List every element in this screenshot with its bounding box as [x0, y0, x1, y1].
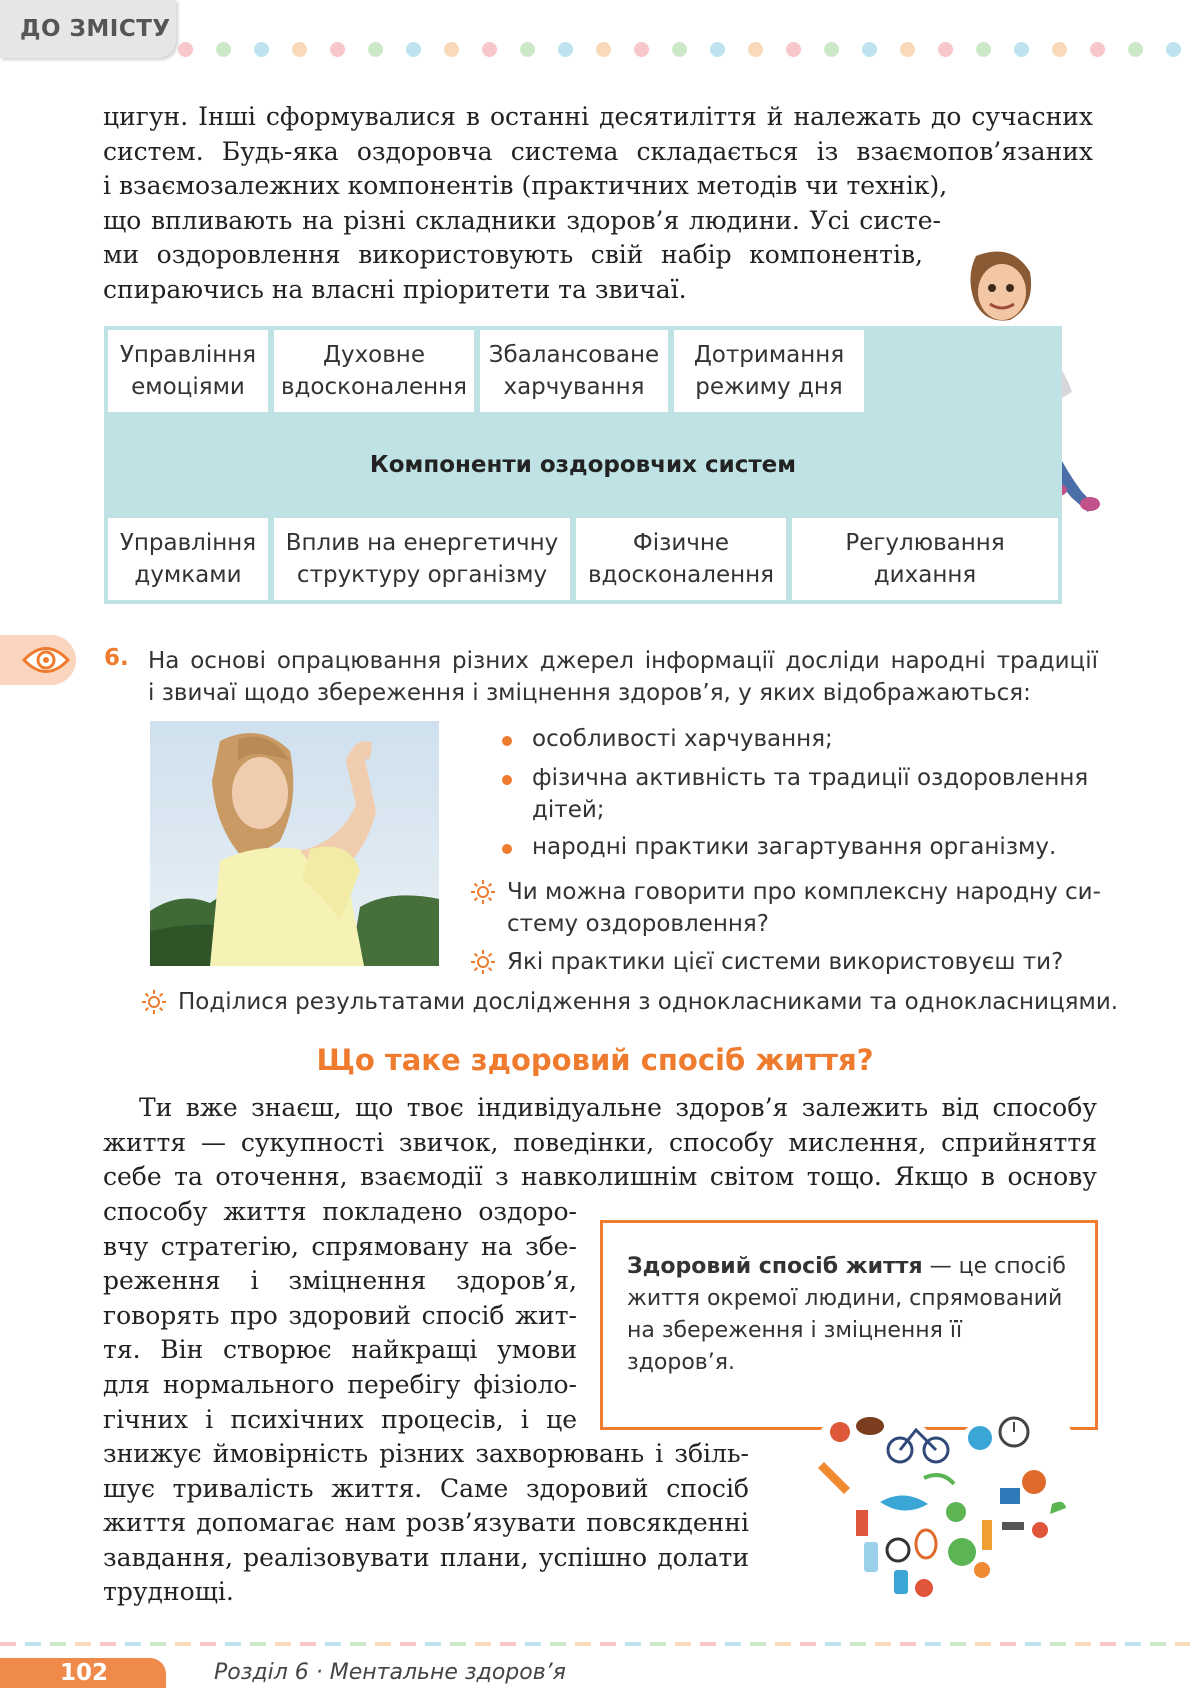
footer-dash	[900, 1642, 916, 1646]
footer-dash	[400, 1642, 416, 1646]
research-task-badge	[0, 635, 76, 685]
text-line: реження і зміцнення здоров’я,	[103, 1266, 577, 1296]
text-line: шує тривалість життя. Саме здоровий спосіб	[103, 1473, 749, 1503]
footer-dash	[950, 1642, 966, 1646]
toc-label: ДО ЗМІСТУ	[20, 16, 171, 42]
text-line: Ти вже знаєш, що твоє індивідуальне здоров’я залежить від способу	[139, 1093, 1097, 1122]
footer-dash	[575, 1642, 591, 1646]
footer-dash	[325, 1642, 341, 1646]
decorative-dot	[1128, 42, 1143, 57]
text-line: вчу стратегію, спрямовану на збе-	[103, 1231, 577, 1261]
footer-dashes	[0, 1642, 1190, 1648]
footer-dash	[25, 1642, 41, 1646]
decorative-dot	[938, 42, 953, 57]
decorative-dot	[786, 42, 801, 57]
footer-dash	[100, 1642, 116, 1646]
decorative-dots	[178, 42, 1190, 58]
footer-dash	[975, 1642, 991, 1646]
text-line: цигун. Інші сформувалися в останні десятиліття й належать до сучасних	[103, 102, 1093, 131]
page-number: 102	[60, 1660, 109, 1686]
text-line: і звичаї щодо збереження і зміцнення здоров’я, у яких відображаються:	[148, 680, 1031, 706]
decorative-dot	[976, 42, 991, 57]
decorative-dot	[672, 42, 687, 57]
footer-dash	[875, 1642, 891, 1646]
component-cell: Регулювання дихання	[792, 518, 1058, 600]
footer-dash	[250, 1642, 266, 1646]
footer-dash	[375, 1642, 391, 1646]
sun-icon	[142, 990, 166, 1014]
footer-dash	[775, 1642, 791, 1646]
component-cell: Вплив на енергетичну структуру організму	[274, 518, 570, 600]
footer-dash	[0, 1642, 16, 1646]
decorative-dot	[178, 42, 193, 57]
decorative-dot	[1014, 42, 1029, 57]
decorative-dot	[216, 42, 231, 57]
decorative-dot	[634, 42, 649, 57]
decorative-dot	[558, 42, 573, 57]
diagram-title: Компоненти оздоровчих систем	[369, 452, 797, 478]
bullet-dot	[502, 736, 512, 746]
footer-dash	[300, 1642, 316, 1646]
page-number-badge	[0, 1658, 166, 1688]
bullet-dot	[502, 844, 512, 854]
list-item: особливості харчування;	[532, 723, 833, 755]
component-cell: Збалансоване харчування	[480, 330, 668, 412]
eye-icon	[22, 643, 70, 677]
component-cell: Дотримання режиму дня	[674, 330, 864, 412]
text-line: систем. Будь-яка оздоровча система складається із взаємопов’язаних	[103, 136, 1093, 166]
component-cell: Управління емоціями	[108, 330, 268, 412]
footer-dash	[75, 1642, 91, 1646]
footer-dash	[1025, 1642, 1041, 1646]
text-line: знижує ймовірність різних захворювань і збіль-	[103, 1439, 749, 1468]
footer-dash	[150, 1642, 166, 1646]
footer-dash	[1175, 1642, 1190, 1646]
section-heading: Що таке здоровий спосіб життя?	[316, 1043, 874, 1077]
footer-dash	[125, 1642, 141, 1646]
decorative-dot	[368, 42, 383, 57]
footer-dash	[1100, 1642, 1116, 1646]
decorative-dot	[406, 42, 421, 57]
decorative-dot	[520, 42, 535, 57]
text-line: життя допомагає нам розв’язувати повсякденні	[103, 1508, 749, 1538]
footer-dash	[175, 1642, 191, 1646]
question-item: Чи можна говорити про комплексну народну си- стему оздоровлення?	[507, 876, 1107, 940]
footer-dash	[825, 1642, 841, 1646]
decorative-dot	[710, 42, 725, 57]
footer-dash	[925, 1642, 941, 1646]
footer-dash	[550, 1642, 566, 1646]
decorative-dot	[596, 42, 611, 57]
sun-icon	[471, 950, 495, 974]
decorative-dot	[1090, 42, 1105, 57]
text-line: способу життя покладено оздоро-	[103, 1197, 577, 1226]
footer-dash	[275, 1642, 291, 1646]
component-cell: Фізичне вдосконалення	[576, 518, 786, 600]
text-line: труднощі.	[103, 1577, 234, 1607]
list-item: фізична активність та традиції оздоровлення дітей;	[532, 762, 1092, 826]
main-paragraph-end	[103, 1437, 749, 1610]
text-line: себе та оточення, взаємодії з навколишнім світом тощо. Якщо в основу	[103, 1162, 1097, 1192]
girl-flexing-photo	[150, 721, 439, 966]
text-line: для нормального перебігу фізіоло-	[103, 1369, 577, 1399]
text-line: тя. Він створює найкращі умови	[103, 1335, 577, 1365]
footer-dash	[750, 1642, 766, 1646]
footer-dash	[350, 1642, 366, 1646]
footer-dash	[1000, 1642, 1016, 1646]
footer-dash	[1150, 1642, 1166, 1646]
decorative-dot	[444, 42, 459, 57]
components-diagram	[104, 326, 1062, 604]
text-line: гічних і психічних процесів, і це	[103, 1404, 577, 1434]
decorative-dot	[748, 42, 763, 57]
text-line: що впливають на різні складники здоров’я людини. Усі систе-	[103, 205, 941, 235]
text-line: і взаємозалежних компонентів (практичних методів чи технік),	[103, 171, 948, 201]
decorative-dot	[862, 42, 877, 57]
footer-dash	[500, 1642, 516, 1646]
footer-dash	[850, 1642, 866, 1646]
footer-dash	[225, 1642, 241, 1646]
sun-icon	[471, 880, 495, 904]
footer-dash	[50, 1642, 66, 1646]
task-text	[148, 645, 1098, 709]
main-paragraph-column	[103, 1195, 577, 1437]
footer-dash	[200, 1642, 216, 1646]
text-line: говорять про здоровий спосіб жит-	[103, 1300, 577, 1330]
definition-text	[627, 1251, 1077, 1379]
definition-body: — це спосіб життя окремої людини, спрямований на збереження і зміцнення її здоров’я.	[627, 1254, 1066, 1375]
footer-dash	[600, 1642, 616, 1646]
decorative-dot	[1052, 42, 1067, 57]
decorative-dot	[900, 42, 915, 57]
question-item: Які практики цієї системи використовуєш ти?	[507, 946, 1063, 978]
decorative-dot	[1166, 42, 1181, 57]
decorative-dot	[824, 42, 839, 57]
definition-term: Здоровий спосіб життя	[627, 1254, 923, 1279]
footer-dash	[700, 1642, 716, 1646]
footer-dash	[675, 1642, 691, 1646]
toc-button[interactable]	[0, 0, 176, 58]
footer-dash	[1125, 1642, 1141, 1646]
healthy-lifestyle-heart-collage	[804, 1392, 1088, 1616]
text-line: спираючись на власні пріоритети та звичаї.	[103, 274, 687, 304]
footer-dash	[650, 1642, 666, 1646]
decorative-dot	[330, 42, 345, 57]
list-item: народні практики загартування організму.	[532, 831, 1056, 863]
decorative-dot	[292, 42, 307, 57]
text-line: ми оздоровлення використовують свій набір компонентів,	[103, 240, 923, 270]
text-line: життя — сукупності звичок, поведінки, способу мислення, сприйняття	[103, 1127, 1097, 1157]
text-line: На основі опрацювання різних джерел інформації досліди народні традиції	[148, 648, 1098, 674]
decorative-dot	[482, 42, 497, 57]
footer-dash	[450, 1642, 466, 1646]
footer-dash	[475, 1642, 491, 1646]
footer-dash	[800, 1642, 816, 1646]
component-cell: Управління думками	[108, 518, 268, 600]
main-paragraph	[103, 1091, 1097, 1195]
footer-dash	[625, 1642, 641, 1646]
component-cell: Духовне вдосконалення	[274, 330, 474, 412]
decorative-dot	[254, 42, 269, 57]
footer-dash	[725, 1642, 741, 1646]
task-number: 6.	[104, 645, 129, 671]
footer-dash	[425, 1642, 441, 1646]
footer-dash	[1075, 1642, 1091, 1646]
share-instruction: Поділися результатами дослідження з однокласниками та однокласницями.	[178, 986, 1118, 1018]
section-label: Розділ 6 · Ментальне здоров’я	[214, 1660, 566, 1685]
text-line: завдання, реалізовувати плани, успішно долати	[103, 1542, 749, 1572]
footer-dash	[525, 1642, 541, 1646]
footer-dash	[1050, 1642, 1066, 1646]
bullet-dot	[502, 775, 512, 785]
